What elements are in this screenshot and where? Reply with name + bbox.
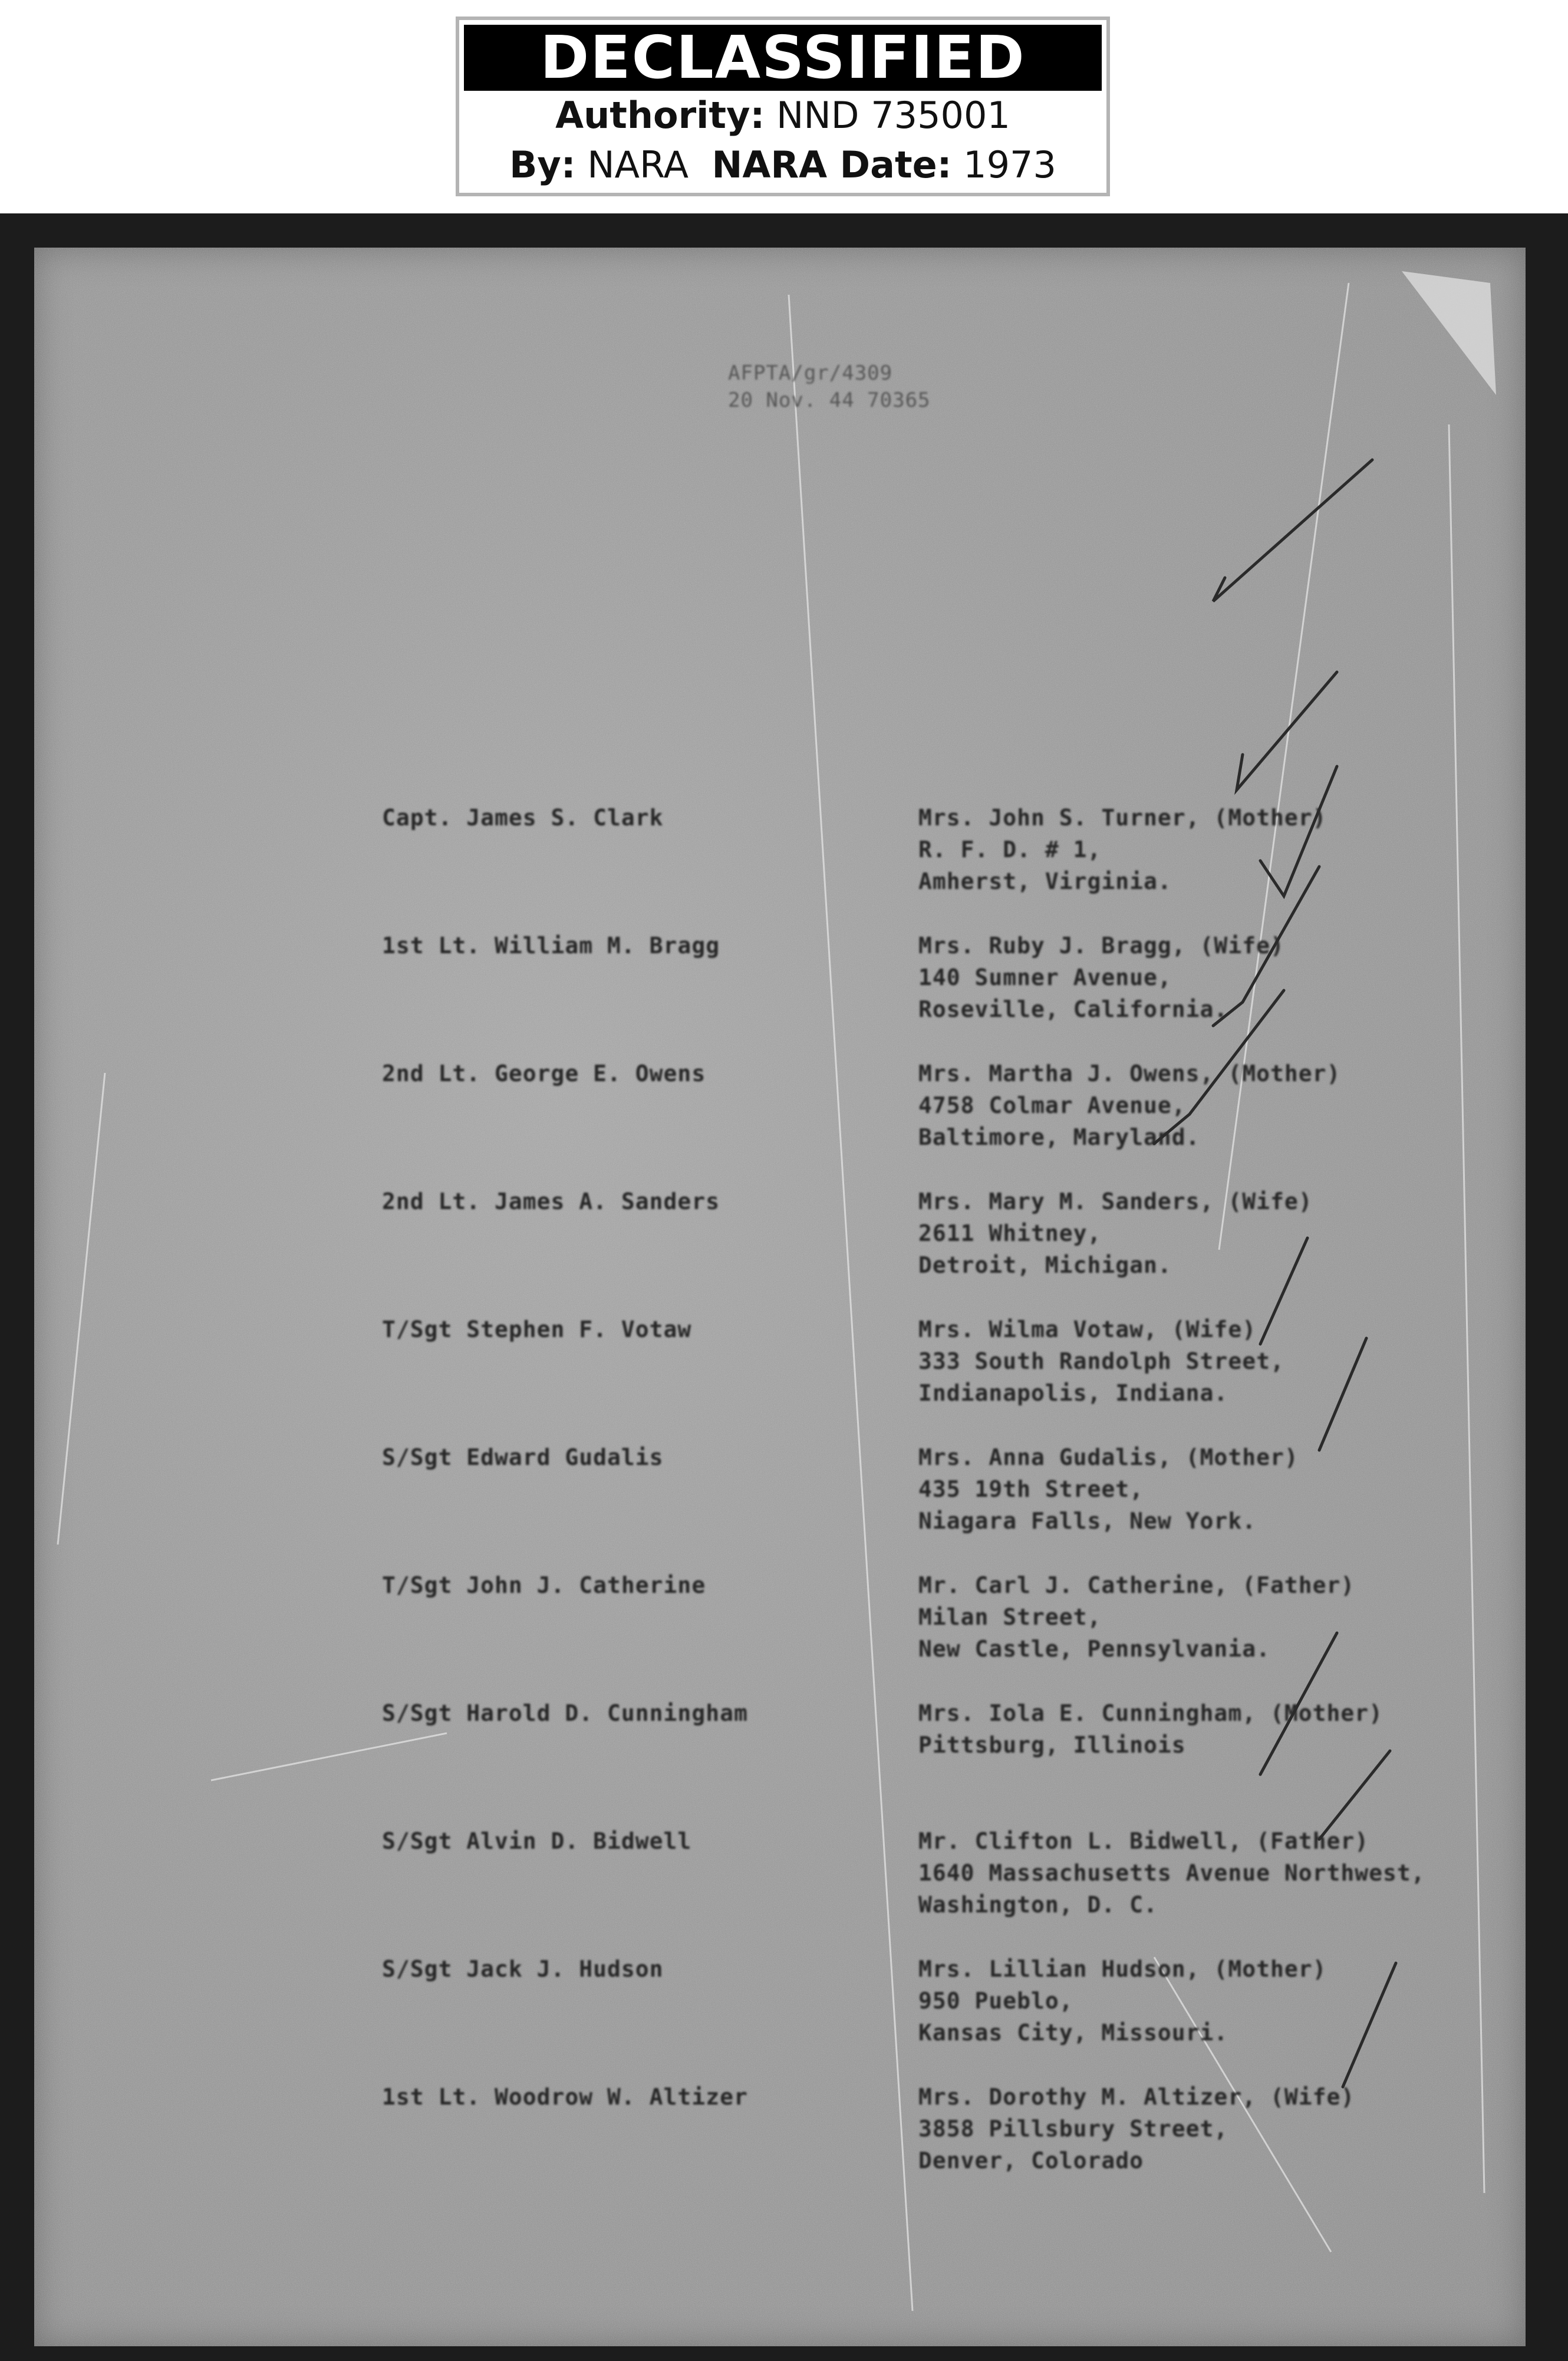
stamp-by-line — [459, 140, 1106, 190]
declassified-stamp — [456, 17, 1110, 196]
stamp-authority-value: NND 735001 — [776, 94, 1010, 137]
address-line: 333 South Randolph Street, — [918, 1348, 1284, 1374]
crew-member-name: 2nd Lt. George E. Owens — [382, 1061, 706, 1086]
next-of-kin-address — [918, 1697, 1383, 1761]
address-line: Mr. Carl J. Catherine, (Father) — [918, 1572, 1355, 1598]
address-line: Mrs. Mary M. Sanders, (Wife) — [918, 1188, 1313, 1214]
crew-member-name: Capt. James S. Clark — [382, 805, 664, 831]
stamp-date-value: 1973 — [963, 143, 1056, 186]
address-line: Mrs. Dorothy M. Altizer, (Wife) — [918, 2084, 1355, 2110]
address-line: Pittsburg, Illinois — [918, 1732, 1186, 1758]
address-line: Roseville, California. — [918, 996, 1228, 1022]
address-line: Mr. Clifton L. Bidwell, (Father) — [918, 1828, 1369, 1854]
next-of-kin-address — [918, 930, 1284, 1025]
stamp-authority-line — [459, 91, 1106, 140]
crew-member-name: 1st Lt. William M. Bragg — [382, 933, 720, 959]
address-line: 4758 Colmar Avenue, — [918, 1092, 1186, 1118]
next-of-kin-address — [918, 2081, 1355, 2176]
next-of-kin-address — [918, 1569, 1355, 1665]
crew-member-name: S/Sgt Jack J. Hudson — [382, 1956, 664, 1982]
address-line: Detroit, Michigan. — [918, 1252, 1172, 1278]
crew-member-name: 2nd Lt. James A. Sanders — [382, 1188, 720, 1214]
address-line: Washington, D. C. — [918, 1892, 1158, 1918]
next-of-kin-address — [918, 1441, 1299, 1537]
address-line: Mrs. Anna Gudalis, (Mother) — [918, 1444, 1299, 1470]
stamp-date-label: NARA Date: — [711, 143, 952, 186]
address-line: Baltimore, Maryland. — [918, 1124, 1200, 1150]
crew-member-name: S/Sgt Harold D. Cunningham — [382, 1700, 748, 1726]
crew-member-name: T/Sgt Stephen F. Votaw — [382, 1316, 692, 1342]
address-line: 435 19th Street, — [918, 1476, 1144, 1502]
crew-member-name: 1st Lt. Woodrow W. Altizer — [382, 2084, 748, 2110]
crew-member-name: S/Sgt Edward Gudalis — [382, 1444, 664, 1470]
address-line: New Castle, Pennsylvania. — [918, 1636, 1270, 1662]
paper-sheet — [34, 248, 1526, 2346]
scanned-document — [0, 213, 1568, 2361]
address-line: Milan Street, — [918, 1604, 1102, 1630]
address-line: 1640 Massachusetts Avenue Northwest, — [918, 1860, 1425, 1886]
stamp-by-value: NARA — [587, 143, 689, 186]
address-line: Mrs. Iola E. Cunningham, (Mother) — [918, 1700, 1383, 1726]
address-line: Mrs. Lillian Hudson, (Mother) — [918, 1956, 1327, 1982]
address-line: Amherst, Virginia. — [918, 868, 1172, 894]
next-of-kin-address — [918, 1186, 1313, 1281]
crew-member-name: S/Sgt Alvin D. Bidwell — [382, 1828, 692, 1854]
next-of-kin-address — [918, 1953, 1326, 2049]
address-line: Mrs. John S. Turner, (Mother) — [918, 805, 1327, 831]
next-of-kin-address — [918, 1058, 1340, 1153]
address-line: Indianapolis, Indiana. — [918, 1380, 1228, 1406]
file-ref-line-2: 20 Nov. 44 70365 — [728, 388, 931, 412]
address-line: Mrs. Ruby J. Bragg, (Wife) — [918, 933, 1284, 959]
address-line: Kansas City, Missouri. — [918, 2020, 1228, 2046]
next-of-kin-address — [918, 1825, 1425, 1921]
address-line: 140 Sumner Avenue, — [918, 964, 1172, 990]
address-line: 3858 Pillsbury Street, — [918, 2116, 1228, 2142]
address-line: 950 Pueblo, — [918, 1988, 1073, 2014]
next-of-kin-address — [918, 802, 1326, 897]
crew-member-name: T/Sgt John J. Catherine — [382, 1572, 706, 1598]
stamp-title: DECLASSIFIED — [464, 25, 1102, 91]
address-line: 2611 Whitney, — [918, 1220, 1102, 1246]
stamp-authority-label: Authority: — [555, 94, 765, 137]
file-reference — [728, 360, 931, 414]
address-line: Mrs. Martha J. Owens, (Mother) — [918, 1061, 1341, 1086]
address-line: Denver, Colorado — [918, 2148, 1144, 2174]
address-line: Niagara Falls, New York. — [918, 1508, 1257, 1534]
file-ref-line-1: AFPTA/gr/4309 — [728, 361, 893, 385]
stamp-by-label: By: — [509, 143, 576, 186]
address-line: Mrs. Wilma Votaw, (Wife) — [918, 1316, 1257, 1342]
address-line: R. F. D. # 1, — [918, 837, 1102, 862]
next-of-kin-address — [918, 1313, 1284, 1409]
